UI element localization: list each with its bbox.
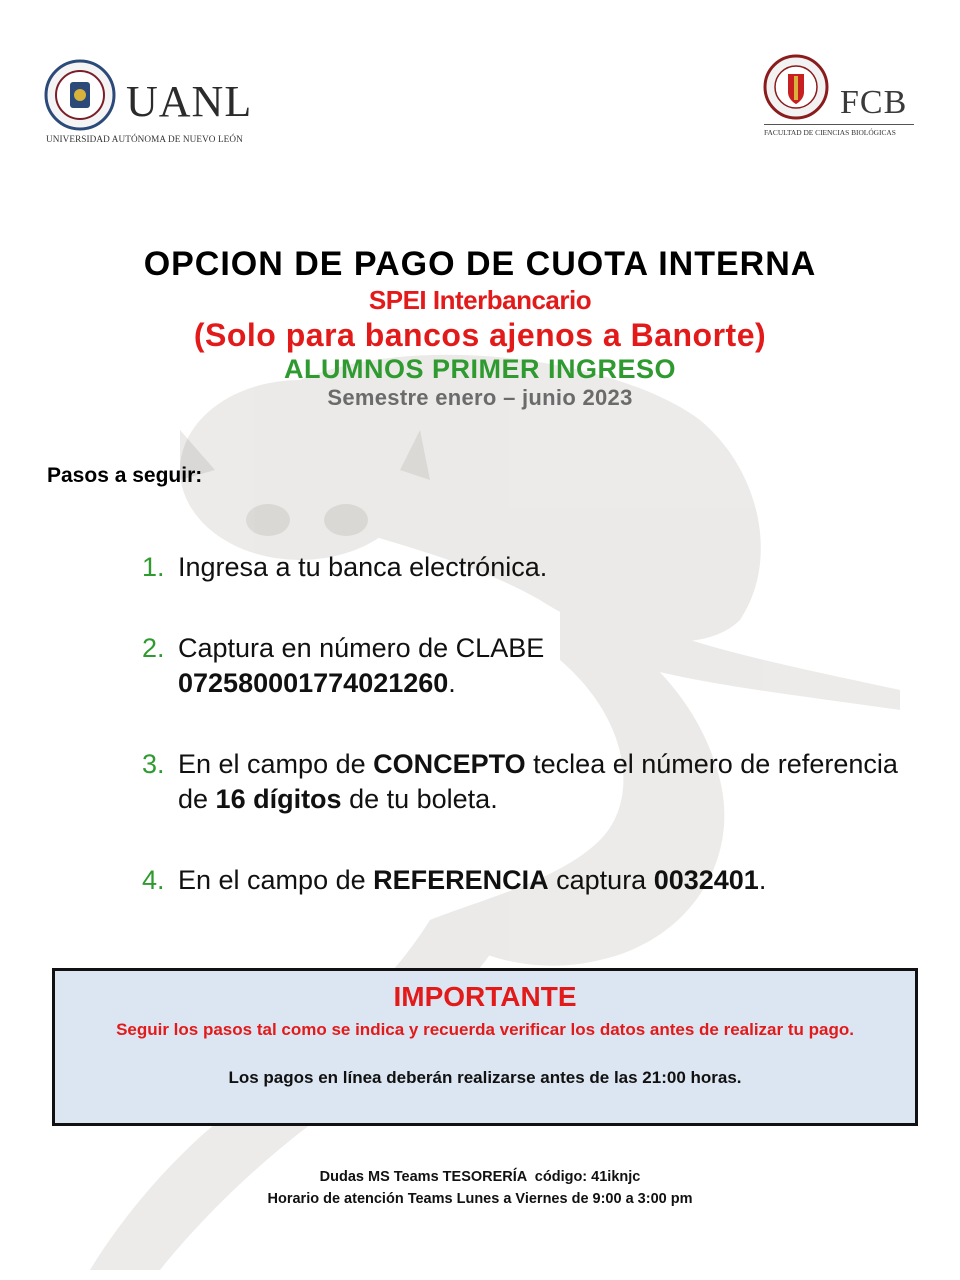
important-deadline-note: Los pagos en línea deberán realizarse antes de las 21:00 horas. [228,1068,742,1087]
spei-subtitle: SPEI Interbancario [368,285,592,315]
clabe-number: 072580001774021260 [178,668,449,698]
step-item-1 [142,550,902,585]
fcb-logo-divider [764,124,914,125]
uanl-logo-subtitle: UNIVERSIDAD AUTÓNOMA DE NUEVO LEÓN [46,134,243,144]
reference-number: 0032401 [653,865,759,895]
step-text-mid: captura [548,865,654,895]
step-text-end: de tu boleta. [341,784,498,814]
footer-contact [0,1166,960,1210]
important-notice-box [52,968,918,1126]
step-text-end: . [448,668,456,698]
uanl-seal-icon [44,58,124,132]
step-text: Ingresa a tu banca electrónica. [178,552,548,582]
step-number: 3. [142,749,165,779]
step-text: En el campo de [178,865,374,895]
digits-label: 16 dígitos [215,784,342,814]
steps-list [142,550,902,898]
important-body: Seguir los pasos tal como se indica y recuerda verificar los datos antes de realizar tu pago. [116,1020,854,1039]
steps-heading: Pasos a seguir: [47,464,203,487]
important-title: IMPORTANTE [393,981,577,1012]
referencia-label: REFERENCIA [373,865,549,895]
step-number: 1. [142,552,165,582]
fcb-logo-name: FCB [840,84,908,121]
step-number: 4. [142,865,165,895]
banks-subtitle: (Solo para bancos ajenos a Banorte) [193,317,767,353]
step-item-4 [142,863,902,898]
step-text: Captura en número de CLABE [178,633,545,663]
fcb-logo [760,54,920,144]
step-text: En el campo de [178,749,374,779]
step-item-2 [142,631,902,701]
uanl-logo [44,58,260,148]
fcb-logo-subtitle: FACULTAD DE CIENCIAS BIOLÓGICAS [764,128,896,137]
step-text-end: . [758,865,767,895]
main-title: OPCION DE PAGO DE CUOTA INTERNA [143,245,817,283]
step-number: 2. [142,633,165,663]
footer-teams-code: Dudas MS Teams TESORERÍA código: 41iknjc [319,1169,641,1185]
title-block [0,244,960,412]
students-subtitle: ALUMNOS PRIMER INGRESO [283,354,677,384]
footer-hours: Horario de atención Teams Lunes a Viernes de 9:00 a 3:00 pm [267,1191,693,1207]
concepto-label: CONCEPTO [373,749,526,779]
step-item-3 [142,747,902,817]
step-text-mid: teclea el número de referencia de [178,749,898,814]
uanl-logo-name: UANL [126,77,253,126]
semester-subtitle: Semestre enero – junio 2023 [327,385,633,410]
fcb-seal-icon [760,54,834,120]
